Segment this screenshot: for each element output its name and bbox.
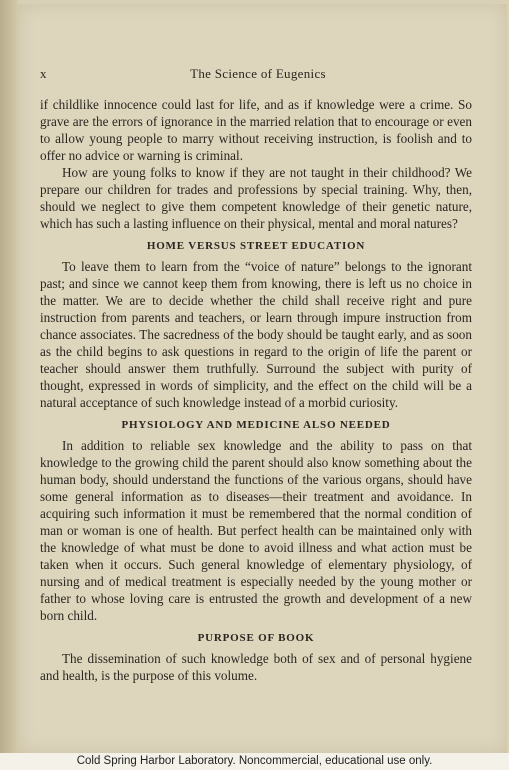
paragraph-continuation: if childlike innocence could last for life, and as if knowledge were a crime. So grave are the errors of ignorance in the married relation that to encourage or even to allow young people to marry without receiving instruction, is foolish and to offer no advice or warning is criminal.: [40, 97, 472, 163]
page-header: [40, 66, 476, 84]
section-text-home-vs-street: To leave them to learn from the “voice of nature” belongs to the ignorant past; and since we cannot keep them from knowing, there is left us no choice in the matter. We are to decide whether the child shall receive right and pure instruction from parents and teachers, or learn through impure instruction from chance associates. The sacredness of the body should be taught early, and as soon as the child begins to ask questions in regard to the origin of life the parent or teacher should answer them truthfully. Surround the subject with purity of thought, expressed in words of simplicity, and the effect on the child will be a natural acceptance of such knowledge instead of a morbid curiosity.: [40, 259, 472, 410]
paragraph-children-training: How are young folks to know if they are not taught in their childhood? We prepare our children for trades and professions by special training. Why, then, should we neglect to give them competent knowledge of their genetic nature, which has such a lasting influence on their physical, mental and moral natures?: [40, 165, 472, 231]
page-body: [40, 96, 472, 684]
section-heading-purpose: PURPOSE OF BOOK: [197, 632, 315, 644]
section-heading-home-vs-street: HOME VERSUS STREET EDUCATION: [146, 240, 366, 252]
running-title: The Science of Eugenics: [190, 66, 326, 81]
book-spine: [0, 0, 18, 753]
page-number: x: [40, 66, 47, 81]
section-text-purpose: The dissemination of such knowledge both of sex and of personal hygiene and health, is the purpose of this volume.: [40, 651, 472, 683]
section-heading-physiology: PHYSIOLOGY AND MEDICINE ALSO NEEDED: [121, 419, 391, 431]
section-text-physiology: In addition to reliable sex knowledge and the ability to pass on that knowledge to the growing child the parent should also know something about the human body, should understand the functions of the various organs, should have some general information as to diseases—their treatment and avoidance. In acquiring such information it must be remembered that the normal condition of man or woman is one of health. But perfect health can be maintained only with the knowledge of what must be done to avoid illness and what action must be taken when it occurs. Such general knowledge of elementary physiology, of nursing and of medical treatment is especially needed by the young mother or father to whose loving care is entrusted the growth and development of a new born child.: [40, 438, 472, 623]
archive-credit: Cold Spring Harbor Laboratory. Noncommercial, educational use only.: [0, 753, 509, 770]
